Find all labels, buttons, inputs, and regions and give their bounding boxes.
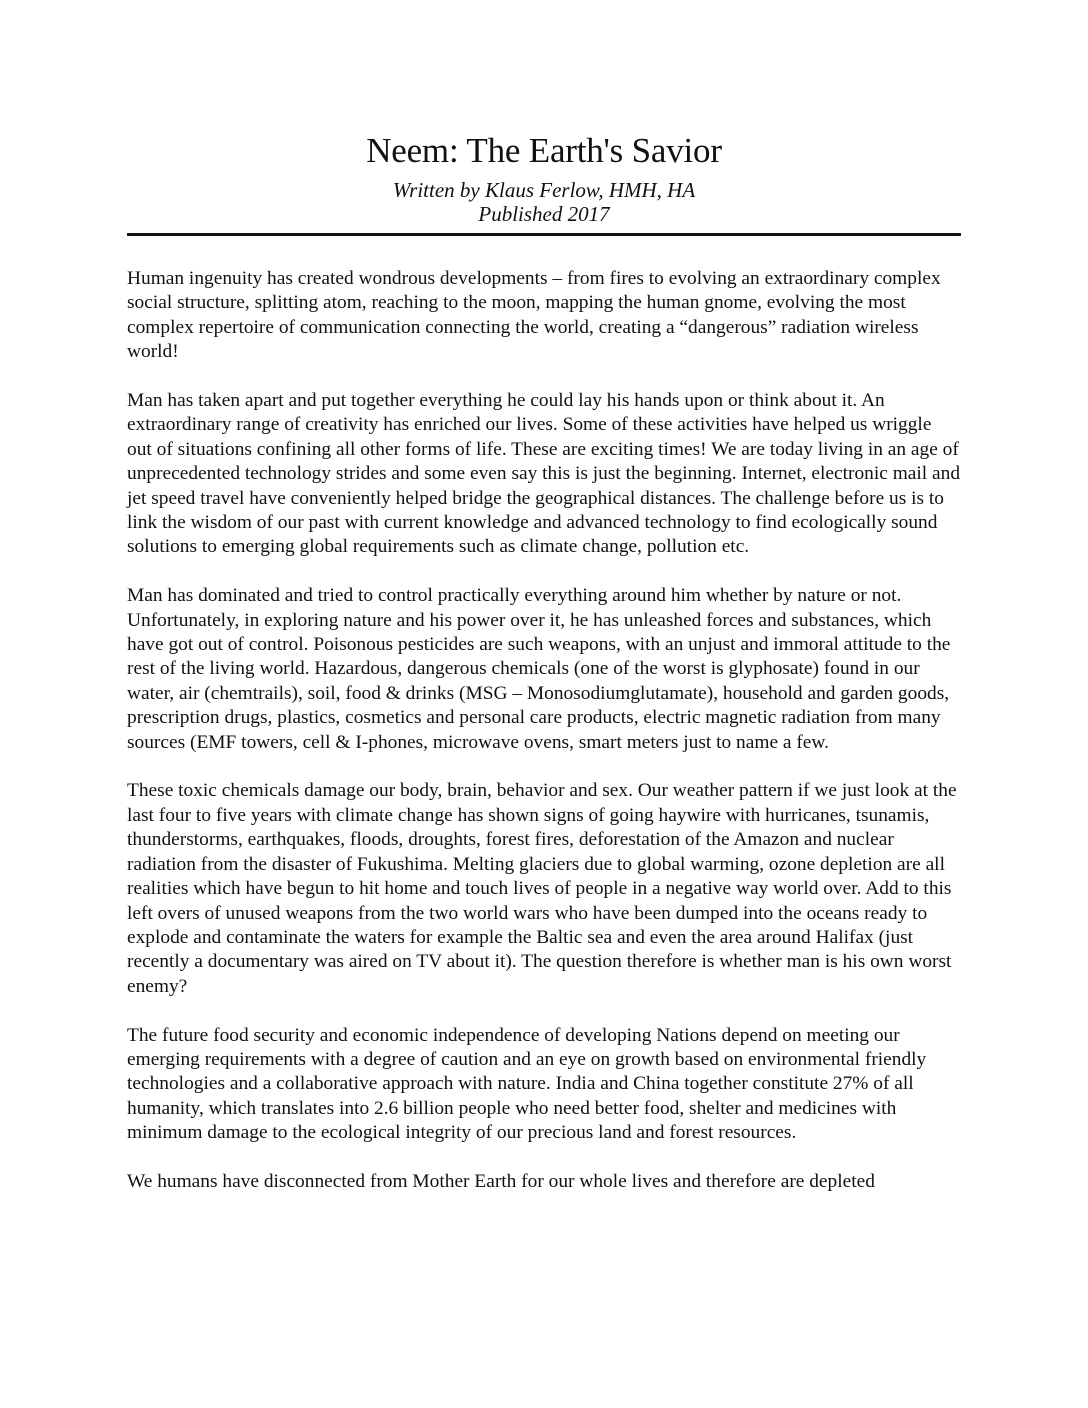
paragraph-1: Human ingenuity has created wondrous developments – from fires to evolving an extraordinary complex social structure, splitting atom, reaching to the moon, mapping the human gnome, evolving the most complex repertoire of communication connecting the world, creating a “dangerous” radiation wireless world!	[127, 268, 941, 363]
paragraph-6: We humans have disconnected from Mother Earth for our whole lives and therefore are depleted	[127, 1170, 875, 1192]
paragraph-4: These toxic chemicals damage our body, brain, behavior and sex. Our weather pattern if we just look at the last four to five years with climate change has shown signs of going haywire with hurricanes, tsunamis, thunderstorms, earthquakes, floods, droughts, forest fires, deforestation of the Amazon and nuclear radiation from the disaster of Fukushima. Melting glaciers due to global warming, ozone depletion are all realities which have begun to hit home and touch lives of people in a negative way world over. Add to this left overs of unused weapons from the two world wars who have been dumped into the oceans ready to explode and contaminate the waters for example the Baltic sea and even the area around Halifax (just recently a documentary was aired on TV about it). The question therefore is whether man is his own worst enemy?	[127, 780, 957, 997]
paragraph-2: Man has taken apart and put together everything he could lay his hands upon or think about it. An extraordinary range of creativity has enriched our lives. Some of these activities have helped us wriggle out of situations confining all other forms of life. These are exciting times! We are today living in an age of unprecedented technology strides and some even say this is just the beginning. Internet, electronic mail and jet speed travel have conveniently helped bridge the geographical distances. The challenge before us is to link the wisdom of our past with current knowledge and advanced technology to find ecologically sound solutions to emerging global requirements such as climate change, pollution etc.	[127, 390, 961, 558]
document-title: Neem: The Earth's Savior	[366, 131, 722, 170]
document-body	[127, 267, 961, 1219]
header-divider	[127, 233, 961, 236]
author-byline: Written by Klaus Ferlow, HMH, HA	[392, 178, 696, 202]
paragraph-5: The future food security and economic independence of developing Nations depend on meeting our emerging requirements with a degree of caution and an eye on growth based on environmental friendly technologies and a collaborative approach with nature. India and China together constitute 27% of all humanity, which translates into 2.6 billion people who need better food, shelter and medicines with minimum damage to the ecological integrity of our precious land and forest resources.	[127, 1024, 927, 1144]
paragraph-3: Man has dominated and tried to control practically everything around him whether by nature or not. Unfortunately, in exploring nature and his power over it, he has unleashed forces and substances, which have got out of control. Poisonous pesticides are such weapons, with an unjust and immoral attitude to the rest of the living world. Hazardous, dangerous chemicals (one of the worst is glyphosate) found in our water, air (chemtrails), soil, food & drinks (MSG – Monosodiumglutamate), household and garden goods, prescription drugs, plastics, cosmetics and personal care products, electric magnetic radiation from many sources (EMF towers, cell & I-phones, microwave ovens, smart meters just to name a few.	[127, 585, 951, 753]
publication-date: Published 2017	[478, 202, 610, 226]
document-header	[127, 128, 961, 226]
